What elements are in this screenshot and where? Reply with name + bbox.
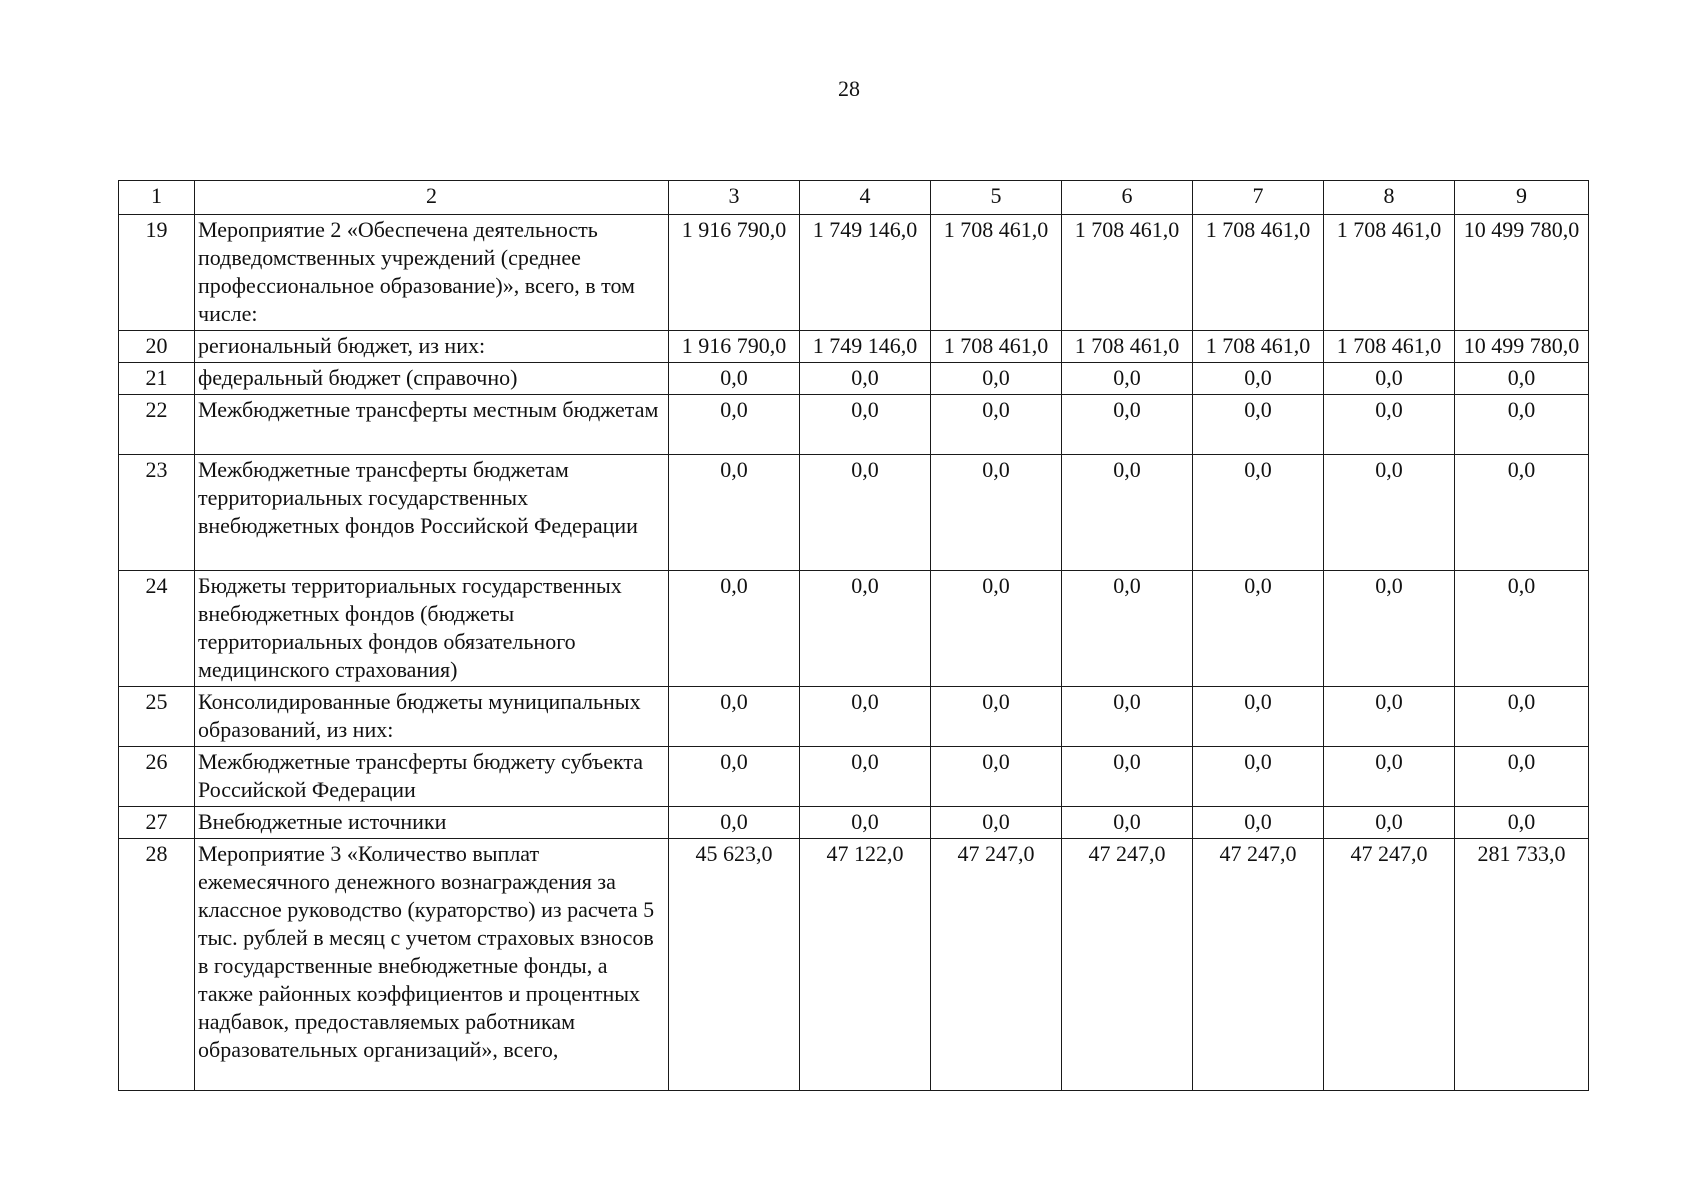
value-cell: 0,0 — [1193, 571, 1324, 687]
total-cell: 0,0 — [1455, 807, 1589, 839]
value-cell: 0,0 — [1193, 363, 1324, 395]
value-cell: 0,0 — [800, 395, 931, 455]
value-cell: 0,0 — [669, 687, 800, 747]
row-number: 25 — [119, 687, 195, 747]
header-cell: 7 — [1193, 181, 1324, 215]
value-cell: 0,0 — [669, 363, 800, 395]
value-cell: 1 916 790,0 — [669, 331, 800, 363]
value-cell: 1 749 146,0 — [800, 215, 931, 331]
row-number: 20 — [119, 331, 195, 363]
header-cell: 2 — [195, 181, 669, 215]
value-cell: 47 247,0 — [1324, 839, 1455, 1091]
value-cell: 0,0 — [931, 363, 1062, 395]
value-cell: 0,0 — [1324, 687, 1455, 747]
header-cell: 8 — [1324, 181, 1455, 215]
header-cell: 5 — [931, 181, 1062, 215]
total-cell: 281 733,0 — [1455, 839, 1589, 1091]
value-cell: 0,0 — [1062, 455, 1193, 571]
total-cell: 0,0 — [1455, 455, 1589, 571]
header-cell: 6 — [1062, 181, 1193, 215]
page-number: 28 — [838, 76, 860, 101]
header-cell: 4 — [800, 181, 931, 215]
value-cell: 0,0 — [669, 571, 800, 687]
total-cell: 0,0 — [1455, 363, 1589, 395]
row-name: Межбюджетные трансферты бюджетам территориальных государственных внебюджетных фондов Российской Федерации — [195, 455, 669, 571]
value-cell: 0,0 — [669, 395, 800, 455]
table-row — [119, 331, 1589, 363]
row-number: 23 — [119, 455, 195, 571]
value-cell: 47 122,0 — [800, 839, 931, 1091]
row-number: 24 — [119, 571, 195, 687]
value-cell: 0,0 — [800, 363, 931, 395]
value-cell: 0,0 — [1193, 747, 1324, 807]
value-cell: 45 623,0 — [669, 839, 800, 1091]
value-cell: 0,0 — [931, 687, 1062, 747]
row-name: федеральный бюджет (справочно) — [195, 363, 669, 395]
table-row — [119, 395, 1589, 455]
value-cell: 0,0 — [1062, 687, 1193, 747]
row-name: региональный бюджет, из них: — [195, 331, 669, 363]
value-cell: 0,0 — [1193, 395, 1324, 455]
total-cell: 0,0 — [1455, 687, 1589, 747]
row-number: 21 — [119, 363, 195, 395]
row-name: Межбюджетные трансферты местным бюджетам — [195, 395, 669, 455]
value-cell: 0,0 — [1324, 363, 1455, 395]
value-cell: 0,0 — [1193, 455, 1324, 571]
row-name: Консолидированные бюджеты муниципальных образований, из них: — [195, 687, 669, 747]
row-number: 27 — [119, 807, 195, 839]
value-cell: 0,0 — [800, 807, 931, 839]
budget-table — [118, 180, 1589, 1091]
value-cell: 0,0 — [800, 571, 931, 687]
value-cell: 47 247,0 — [1062, 839, 1193, 1091]
value-cell: 47 247,0 — [931, 839, 1062, 1091]
total-cell: 10 499 780,0 — [1455, 215, 1589, 331]
value-cell: 1 916 790,0 — [669, 215, 800, 331]
value-cell: 1 708 461,0 — [931, 331, 1062, 363]
value-cell: 0,0 — [1324, 395, 1455, 455]
value-cell: 0,0 — [1324, 455, 1455, 571]
table-row — [119, 363, 1589, 395]
value-cell: 0,0 — [1062, 395, 1193, 455]
table-row — [119, 571, 1589, 687]
value-cell: 1 749 146,0 — [800, 331, 931, 363]
value-cell: 0,0 — [800, 747, 931, 807]
total-cell: 0,0 — [1455, 571, 1589, 687]
table-header-row — [119, 181, 1589, 215]
header-cell: 9 — [1455, 181, 1589, 215]
row-number: 19 — [119, 215, 195, 331]
row-number: 22 — [119, 395, 195, 455]
value-cell: 1 708 461,0 — [1193, 215, 1324, 331]
value-cell: 0,0 — [1062, 363, 1193, 395]
value-cell: 1 708 461,0 — [1324, 215, 1455, 331]
row-number: 26 — [119, 747, 195, 807]
header-cell: 3 — [669, 181, 800, 215]
value-cell: 0,0 — [931, 455, 1062, 571]
value-cell: 0,0 — [669, 455, 800, 571]
total-cell: 0,0 — [1455, 747, 1589, 807]
row-name: Мероприятие 3 «Количество выплат ежемесячного денежного вознаграждения за классное руководство (кураторство) из расчета 5 тыс. рублей в месяц с учетом страховых взносов в государственные внебюджетные фонды, а также районных коэффициентов и процентных надбавок, предоставляемых работникам образовательных организаций», всего, — [195, 839, 669, 1091]
value-cell: 0,0 — [669, 747, 800, 807]
table-row — [119, 807, 1589, 839]
value-cell: 0,0 — [1324, 571, 1455, 687]
total-cell: 0,0 — [1455, 395, 1589, 455]
row-name: Межбюджетные трансферты бюджету субъекта Российской Федерации — [195, 747, 669, 807]
table-row — [119, 839, 1589, 1091]
value-cell: 0,0 — [931, 395, 1062, 455]
value-cell: 0,0 — [1062, 747, 1193, 807]
table-row — [119, 747, 1589, 807]
value-cell: 0,0 — [1193, 687, 1324, 747]
value-cell: 1 708 461,0 — [1062, 215, 1193, 331]
value-cell: 47 247,0 — [1193, 839, 1324, 1091]
value-cell: 1 708 461,0 — [1062, 331, 1193, 363]
value-cell: 1 708 461,0 — [1324, 331, 1455, 363]
value-cell: 0,0 — [931, 807, 1062, 839]
table-row — [119, 455, 1589, 571]
value-cell: 1 708 461,0 — [931, 215, 1062, 331]
row-name: Бюджеты территориальных государственных внебюджетных фондов (бюджеты территориальных фондов обязательного медицинского страхования) — [195, 571, 669, 687]
value-cell: 1 708 461,0 — [1193, 331, 1324, 363]
header-cell: 1 — [119, 181, 195, 215]
value-cell: 0,0 — [800, 455, 931, 571]
table-row — [119, 215, 1589, 331]
table-row — [119, 687, 1589, 747]
value-cell: 0,0 — [1324, 747, 1455, 807]
value-cell: 0,0 — [931, 571, 1062, 687]
total-cell: 10 499 780,0 — [1455, 331, 1589, 363]
value-cell: 0,0 — [1324, 807, 1455, 839]
row-name: Внебюджетные источники — [195, 807, 669, 839]
value-cell: 0,0 — [1193, 807, 1324, 839]
value-cell: 0,0 — [1062, 571, 1193, 687]
value-cell: 0,0 — [669, 807, 800, 839]
row-name: Мероприятие 2 «Обеспечена деятельность подведомственных учреждений (среднее профессиональное образование)», всего, в том числе: — [195, 215, 669, 331]
row-number: 28 — [119, 839, 195, 1091]
value-cell: 0,0 — [800, 687, 931, 747]
value-cell: 0,0 — [931, 747, 1062, 807]
value-cell: 0,0 — [1062, 807, 1193, 839]
